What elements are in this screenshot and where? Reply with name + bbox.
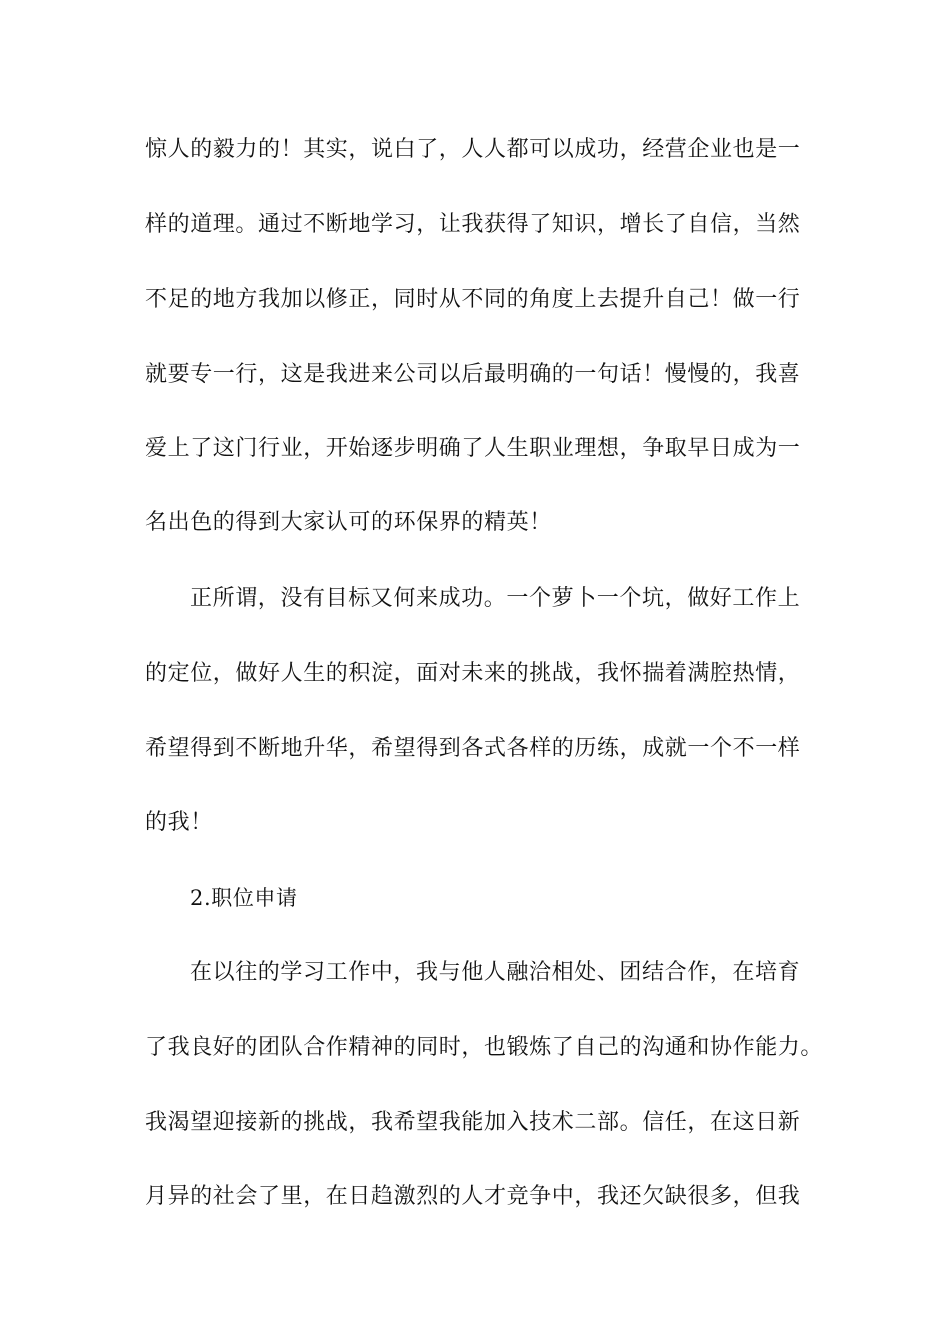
text-line: 月异的社会了里，在日趋激烈的人才竞争中，我还欠缺很多，但我 bbox=[145, 1184, 801, 1209]
text-line: 的我！ bbox=[145, 810, 213, 835]
text-line: 不足的地方我加以修正，同时从不同的角度上去提升自己！做一行 bbox=[145, 287, 801, 312]
text-line: 名出色的得到大家认可的环保界的精英！ bbox=[145, 510, 552, 535]
text-line: 了我良好的团队合作精神的同时，也锻炼了自己的沟通和协作能力。 bbox=[145, 1035, 824, 1060]
text-line: 爱上了这门行业，开始逐步明确了人生职业理想，争取早日成为一 bbox=[145, 436, 801, 461]
paragraph-first-line: 正所谓，没有目标又何来成功。一个萝卜一个坑，做好工作上 bbox=[190, 586, 801, 611]
paragraph-first-line: 在以往的学习工作中，我与他人融洽相处、团结合作，在培育 bbox=[190, 960, 801, 985]
text-line: 我渴望迎接新的挑战，我希望我能加入技术二部。信任，在这日新 bbox=[145, 1110, 801, 1135]
section-heading: 2.职位申请 bbox=[190, 886, 298, 910]
text-line: 希望得到不断地升华，希望得到各式各样的历练，成就一个不一样 bbox=[145, 736, 801, 761]
text-line: 惊人的毅力的！其实，说白了，人人都可以成功，经营企业也是一 bbox=[145, 137, 801, 162]
text-line: 就要专一行，这是我进来公司以后最明确的一句话！慢慢的，我喜 bbox=[145, 362, 801, 387]
text-line: 样的道理。通过不断地学习，让我获得了知识，增长了自信，当然 bbox=[145, 212, 801, 237]
text-line: 的定位，做好人生的积淀，面对未来的挑战，我怀揣着满腔热情， bbox=[145, 661, 801, 686]
